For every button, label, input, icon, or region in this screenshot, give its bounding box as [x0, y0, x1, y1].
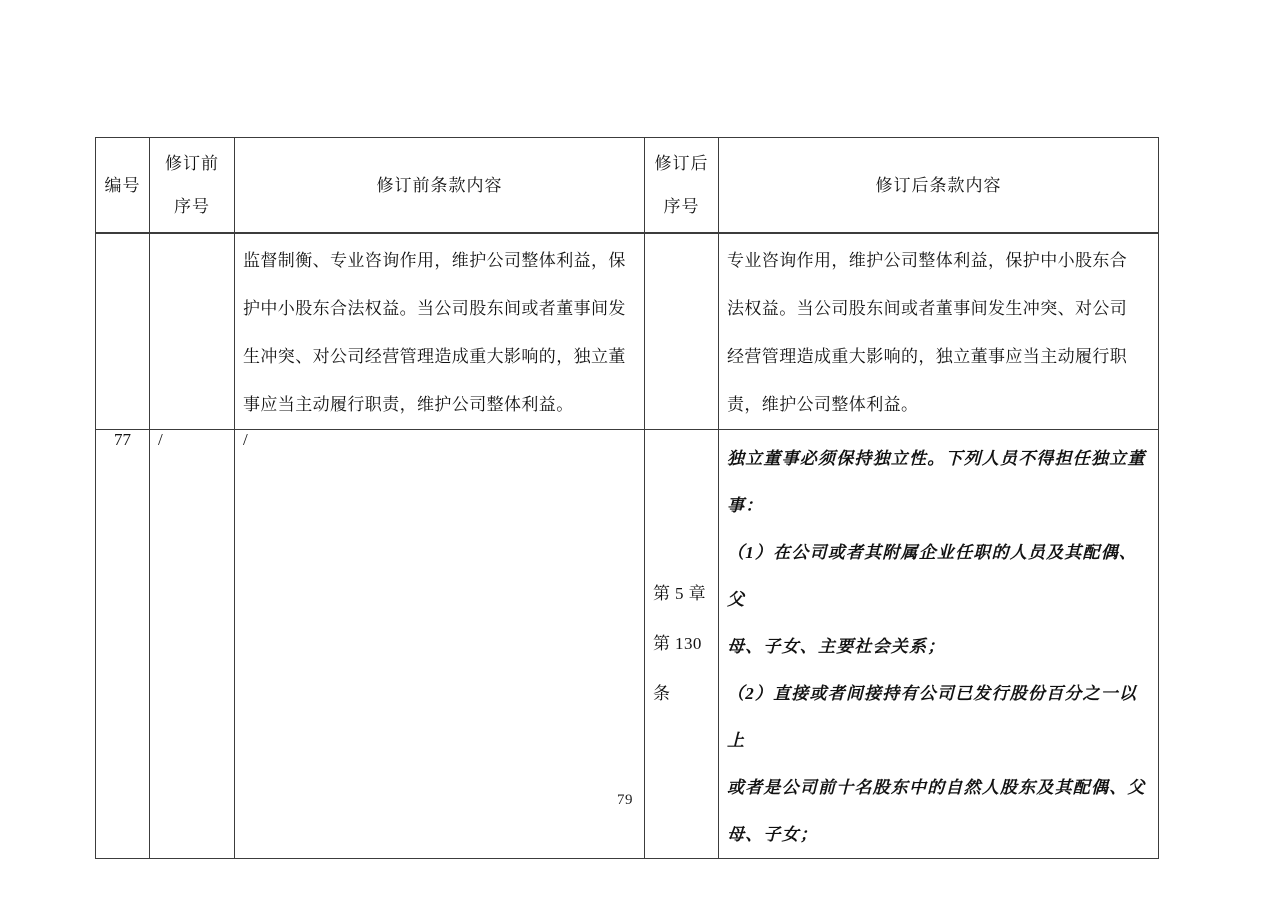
cell-post-content	[719, 233, 1159, 430]
header-cell-pre-no	[150, 138, 235, 234]
header-pre-no-label-line2: 序号	[174, 197, 210, 216]
post-no-text: 第 5 章 第 130 条	[653, 584, 706, 703]
header-cell-id	[96, 138, 150, 234]
header-post-no-label-line2: 序号	[663, 197, 700, 216]
header-pre-content-label: 修订前条款内容	[376, 175, 503, 195]
header-cell-pre-content	[235, 138, 645, 234]
header-post-no-label-line1: 修订后	[654, 154, 709, 173]
header-pre-no-label-line1: 修订前	[165, 154, 219, 173]
header-cell-post-content	[719, 138, 1159, 234]
header-post-content-label: 修订后条款内容	[875, 175, 1002, 195]
row-id-value: 77	[114, 430, 131, 449]
pre-content-placeholder: /	[243, 430, 248, 449]
post-content-revised-text: 独立董事必须保持独立性。下列人员不得担任独立董 事： （1）在公司或者其附属企业任职的人员及其配偶、父 母、子女、主要社会关系； （2）直接或者间接持有公司已发行股份百分之一以上 或者是公司前十名股东中的自然人股东及其配偶、父 母、子女；	[727, 449, 1146, 844]
pre-no-value: /	[158, 430, 163, 449]
cell-pre-no	[150, 430, 235, 859]
pre-content-text: 监督制衡、专业咨询作用，维护公司整体利益，保 护中小股东合法权益。当公司股东间或者董事间发 生冲突、对公司经营管理造成重大影响的，独立董 事应当主动履行职责，维护公司整体利益。	[243, 251, 626, 414]
header-row	[96, 138, 1159, 234]
cell-pre-no	[150, 233, 235, 430]
revision-comparison-table	[95, 137, 1159, 859]
cell-id	[96, 430, 150, 859]
cell-pre-content	[235, 233, 645, 430]
cell-id	[96, 233, 150, 430]
header-id-label: 编号	[104, 175, 141, 195]
table-row	[96, 233, 1159, 430]
cell-post-no	[645, 233, 719, 430]
post-content-text: 专业咨询作用，维护公司整体利益，保护中小股东合 法权益。当公司股东间或者董事间发生冲突、对公司 经营管理造成重大影响的，独立董事应当主动履行职 责，维护公司整体利益。	[727, 251, 1128, 414]
cell-post-content	[719, 430, 1159, 859]
header-cell-post-no	[645, 138, 719, 234]
page-number: 79	[617, 792, 633, 808]
